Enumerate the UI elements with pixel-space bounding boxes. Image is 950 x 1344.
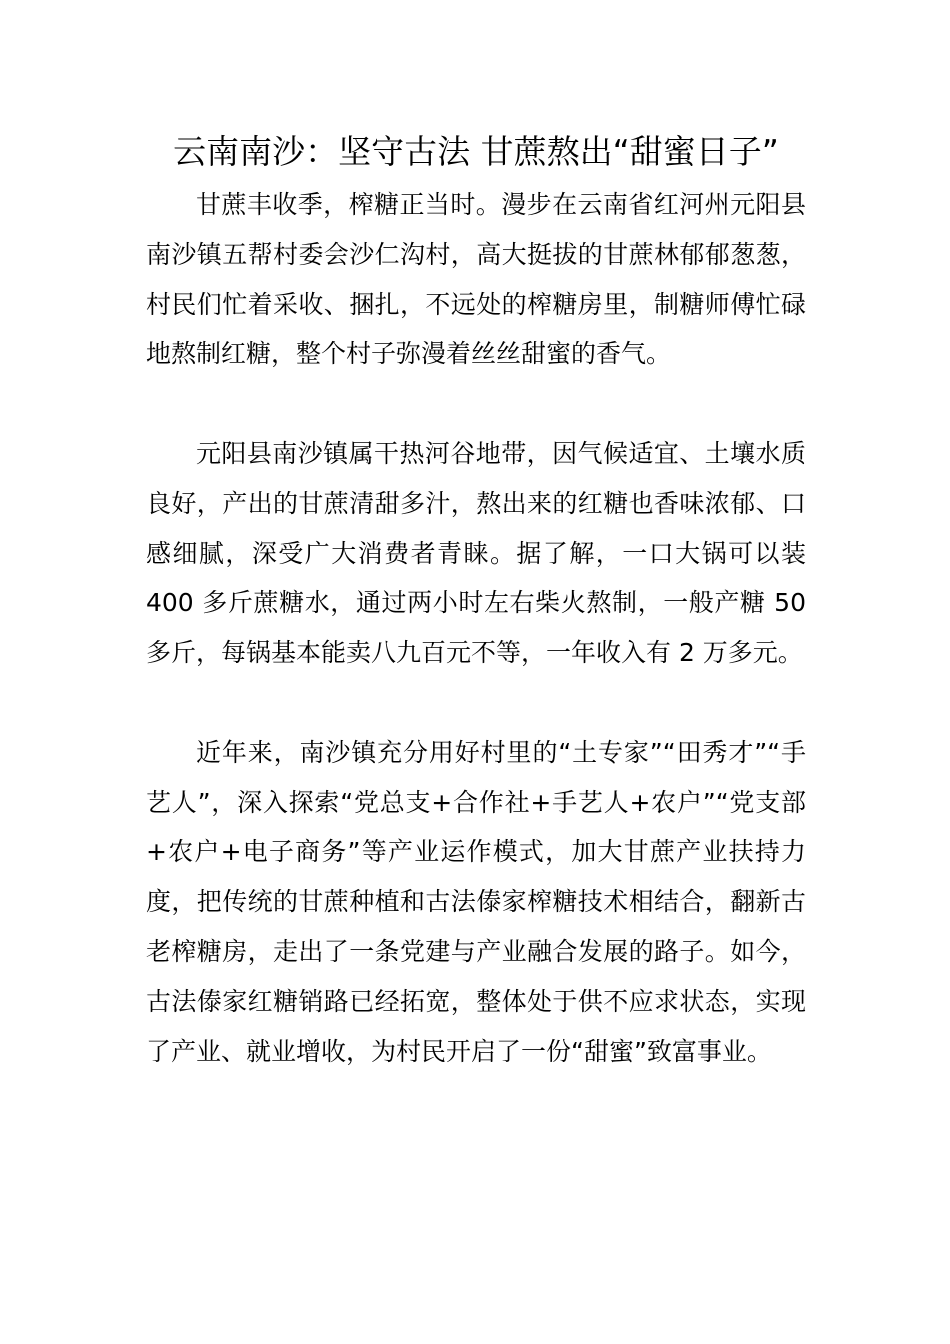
paragraph-1: 甘蔗丰收季，榨糖正当时。漫步在云南省红河州元阳县南沙镇五帮村委会沙仁沟村，高大挺拔的甘蔗林郁郁葱葱，村民们忙着采收、捆扎，不远处的榨糖房里，制糖师傅忙碌地熬制红糖，整个村子弥漫着丝丝甜蜜的香气。: [146, 190, 806, 369]
paragraph-3: 近年来，南沙镇充分用好村里的“土专家”“田秀才”“手艺人”，深入探索“党总支+合作社+手艺人+农户”“党支部+农户+电子商务”等产业运作模式，加大甘蔗产业扶持力度，把传统的甘蔗种植和古法傣家榨糖技术相结合，翻新古老榨糖房，走出了一条党建与产业融合发展的路子。如今，古法傣家红糖销路已经拓宽，整体处于供不应求状态，实现了产业、就业增收，为村民开启了一份“甜蜜”致富事业。: [146, 737, 806, 1066]
article-title: 云南南沙：坚守古法 甘蔗熬出“甜蜜日子”: [173, 132, 779, 171]
article-body: [146, 128, 806, 1076]
paragraph-2: 元阳县南沙镇属干热河谷地带，因气候适宜、土壤水质良好，产出的甘蔗清甜多汁，熬出来的红糖也香味浓郁、口感细腻，深受广大消费者青睐。据了解，一口大锅可以装 400 多斤蔗糖水，通过两小时左右柴火熬制，一般产糖 50 多斤，每锅基本能卖八九百元不等，一年收入有 2 万多元。: [146, 438, 806, 668]
